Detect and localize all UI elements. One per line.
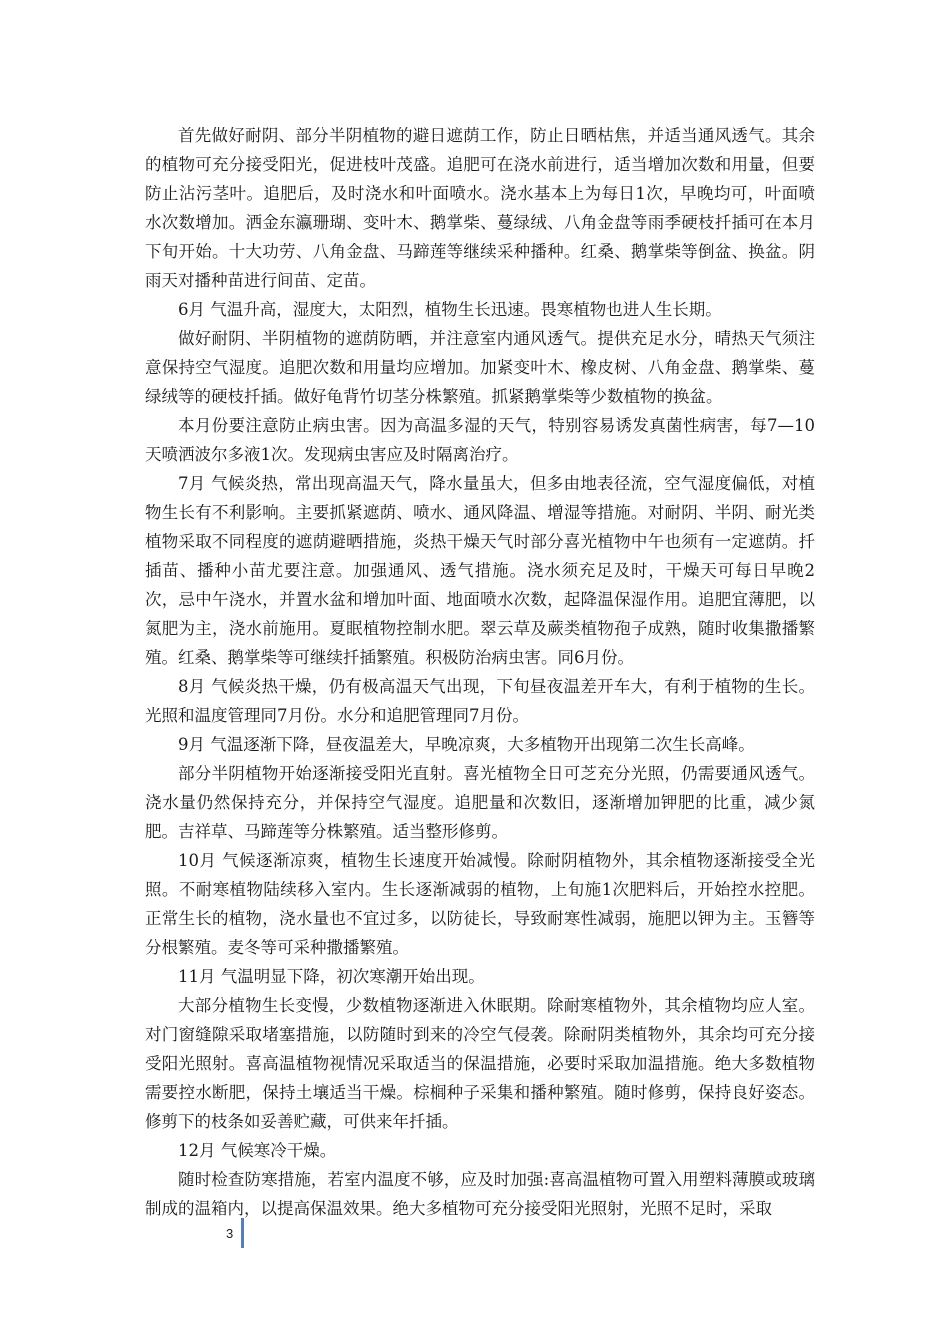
page-number: 3 — [226, 1225, 234, 1241]
paragraph: 11月 气温明显下降，初次寒潮开始出现。 — [178, 967, 485, 986]
paragraph: 8月 气候炎热干燥，仍有极高温天气出现，下旬昼夜温差开车大，有利于植物的生长。光照和温度管理同7月份。水分和追肥管理同7月份。 — [145, 677, 815, 725]
paragraph: 6月 气温升高，湿度大，太阳烈，植物生长迅速。畏寒植物也进人生长期。 — [178, 300, 722, 319]
body-text — [145, 121, 815, 1223]
footer-rule — [241, 1218, 244, 1248]
paragraph: 本月份要注意防止病虫害。因为高温多湿的天气，特别容易诱发真菌性病害，每7—10天喷洒波尔多液1次。发现病虫害应及时隔离治疗。 — [145, 416, 815, 464]
paragraph: 部分半阴植物开始逐渐接受阳光直射。喜光植物全日可芝充分光照，仍需要通风透气。浇水量仍然保持充分，并保持空气湿度。追肥量和次数旧，逐渐增加钾肥的比重，减少氮肥。吉祥草、马蹄莲等分株繁殖。适当整形修剪。 — [145, 764, 815, 841]
paragraph: 7月 气候炎热，常出现高温天气，降水量虽大，但多由地表径流，空气湿度偏低，对植物生长有不利影响。主要抓紧遮荫、喷水、通风降温、增湿等措施。对耐阴、半阴、耐光类植物采取不同程度的遮荫避晒措施，炎热干燥天气时部分喜光植物中午也须有一定遮荫。扦插苗、播种小苗尤要注意。加强通风、透气措施。浇水须充足及时，干燥天可每日早晚2次，忌中午浇水，并置水盆和增加叶面、地面喷水次数，起降温保湿作用。追肥宜薄肥，以氮肥为主，浇水前施用。夏眠植物控制水肥。翠云草及蕨类植物孢子成熟，随时收集撒播繁殖。红桑、鹅掌柴等可继续扦插繁殖。积极防治病虫害。同6月份。 — [145, 474, 815, 667]
paragraph: 首先做好耐阴、部分半阴植物的避日遮荫工作，防止日晒枯焦，并适当通风透气。其余的植物可充分接受阳光，促进枝叶茂盛。追肥可在浇水前进行，适当增加次数和用量，但要防止沾污茎叶。追肥后，及时浇水和叶面喷水。浇水基本上为每日1次，早晚均可，叶面喷水次数增加。洒金东瀛珊瑚、变叶木、鹅掌柴、蔓绿绒、八角金盘等雨季硬枝扦插可在本月下旬开始。十大功劳、八角金盘、马蹄莲等继续采种播种。红桑、鹅掌柴等倒盆、换盆。阴雨天对播种苗进行间苗、定苗。 — [145, 126, 815, 290]
paragraph: 做好耐阴、半阴植物的遮荫防晒，并注意室内通风透气。提供充足水分，晴热天气须注意保持空气湿度。追肥次数和用量均应增加。加紧变叶木、橡皮树、八角金盘、鹅掌柴、蔓绿绒等的硬枝扦插。做好龟背竹切茎分株繁殖。抓紧鹅掌柴等少数植物的换盆。 — [145, 329, 815, 406]
paragraph: 9月 气温逐渐下降，昼夜温差大，早晚凉爽，大多植物开出现第二次生长高峰。 — [178, 735, 755, 754]
paragraph: 10月 气候逐渐凉爽，植物生长速度开始减慢。除耐阴植物外，其余植物逐渐接受全光照。不耐寒植物陆续移入室内。生长逐渐减弱的植物，上旬施1次肥料后，开始控水控肥。正常生长的植物，浇水量也不宜过多，以防徒长，导致耐寒性减弱，施肥以钾为主。玉簪等 分根繁殖。麦冬等可采种撒播繁殖。 — [145, 851, 815, 957]
paragraph: 随时检查防寒措施，若室内温度不够，应及时加强:喜高温植物可置入用塑料薄膜或玻璃制成的温箱内，以提高保温效果。绝大多植物可充分接受阳光照射，光照不足时，采取 — [145, 1170, 815, 1218]
paragraph: 12月 气候寒冷干燥。 — [178, 1141, 337, 1160]
page-footer — [226, 1218, 244, 1248]
paragraph: 大部分植物生长变慢，少数植物逐渐进入休眠期。除耐寒植物外，其余植物均应人室。对门窗缝隙采取堵塞措施，以防随时到来的冷空气侵袭。除耐阴类植物外，其余均可充分接受阳光照射。喜高温植物视情况采取适当的保温措施，必要时采取加温措施。绝大多数植物需要控水断肥，保持土壤适当干燥。棕榈种子采集和播种繁殖。随时修剪，保持良好姿态。修剪下的枝条如妥善贮藏，可供来年扦插。 — [145, 996, 815, 1131]
